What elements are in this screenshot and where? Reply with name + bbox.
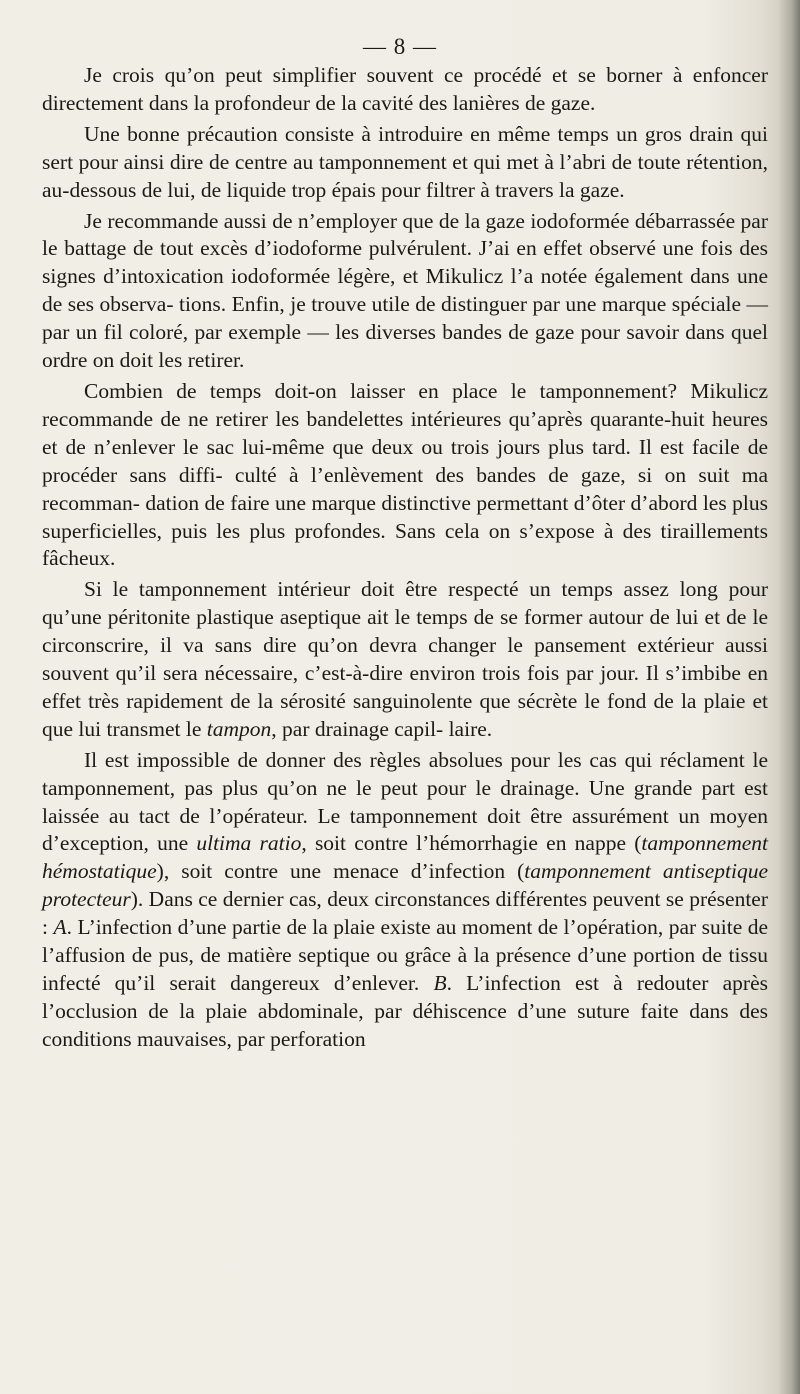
paragraph bbox=[42, 62, 768, 118]
paragraph bbox=[42, 576, 768, 743]
text-run: Combien de temps doit-on laisser en place le tamponnement? Mikulicz recommande de ne retirer les bandelettes intérieures qu’après quarante-huit heures et de n’enlever le sac lui-même que deux ou trois jours plus tard. Il est facile de procéder sans diffi- culté à l’enlèvement des bandes de gaze, si on suit ma recomman- dation de faire une marque distinctive permettant d’ôter d’abord les plus superficielles, puis les plus profondes. Sans cela on s’expose à des tiraillements fâcheux. bbox=[42, 378, 768, 571]
page-number: — 8 — bbox=[363, 34, 437, 59]
text-run: Une bonne précaution consiste à introduire en même temps un gros drain qui sert pour ainsi dire de centre au tamponnement et qui met à l’abri de toute rétention, au-dessous de lui, de liquide trop épais pour filtrer à travers la gaze. bbox=[42, 121, 768, 202]
paragraph bbox=[42, 121, 768, 205]
paragraph bbox=[42, 378, 768, 573]
italic-text: ultima ratio bbox=[196, 831, 302, 856]
text-run: . L’infection d’une partie de la plaie existe au moment de l’opération, par suite de l’affusion de pus, de matière septique ou grâce à la présence d’une portion de tissu infecté qu’il serait dangereux d’enlever. bbox=[42, 915, 768, 995]
italic-text: tampon bbox=[206, 716, 272, 741]
italic-text: tamponnement hémostatique bbox=[42, 831, 768, 884]
italic-text: tamponnement antiseptique protecteur bbox=[42, 859, 768, 912]
body-text bbox=[42, 62, 768, 1054]
text-run: . L’infection est à redouter après l’occlusion de la plaie abdominale, par déhiscence d’une suture faite dans des conditions mauvaises, par perforation bbox=[42, 971, 768, 1051]
text-run: , par drainage capil- laire. bbox=[271, 716, 493, 741]
italic-text: B bbox=[433, 971, 447, 995]
text-run: Si le tamponnement intérieur doit être respecté un temps assez long pour qu’une péritonite plastique aseptique ait le temps de se former autour de lui et de le circonscrire, il va sans dire qu’on devra changer le pansement extérieur aussi souvent qu’il sera nécessaire, c’est-à-dire environ trois fois par jour. Il s’imbibe en effet très rapidement de la sérosité sanguinolente que sécrète le fond de la plaie et que lui transmet le bbox=[42, 577, 768, 741]
italic-text: A bbox=[53, 915, 67, 940]
text-run: , soit contre l’hémorrhagie en nappe ( bbox=[301, 831, 642, 856]
paragraph bbox=[42, 208, 768, 375]
text-run: Il est impossible de donner des règles absolues pour les cas qui réclament le tamponnement, pas plus qu’on ne le peut pour le drainage. Une grande part est laissée au tact de l’opérateur. Le tamponnement doit être assurément un moyen d’exception, une bbox=[42, 747, 768, 856]
text-run: ), soit contre une menace d’infection ( bbox=[156, 859, 525, 884]
paragraph bbox=[42, 747, 768, 1054]
page-edge-shadow bbox=[778, 0, 800, 1394]
text-run: Je crois qu’on peut simplifier souvent ce procédé et se borner à enfoncer directement dans la profondeur de la cavité des lanières de gaze. bbox=[42, 63, 768, 115]
text-run: ). Dans ce dernier cas, deux circonstances différentes peuvent se présenter : bbox=[42, 887, 768, 940]
text-run: Je recommande aussi de n’employer que de la gaze iodoformée débarrassée par le battage de tout excès d’iodoforme pulvérulent. J’ai en effet observé une fois des signes d’intoxication iodoformée légère, et Mikulicz l’a notée également dans une de ses observa- tions. Enfin, je trouve utile de distinguer par une marque spéciale — par un fil coloré, par exemple — les diverses bandes de gaze pour savoir dans quel ordre on doit les retirer. bbox=[42, 208, 768, 373]
